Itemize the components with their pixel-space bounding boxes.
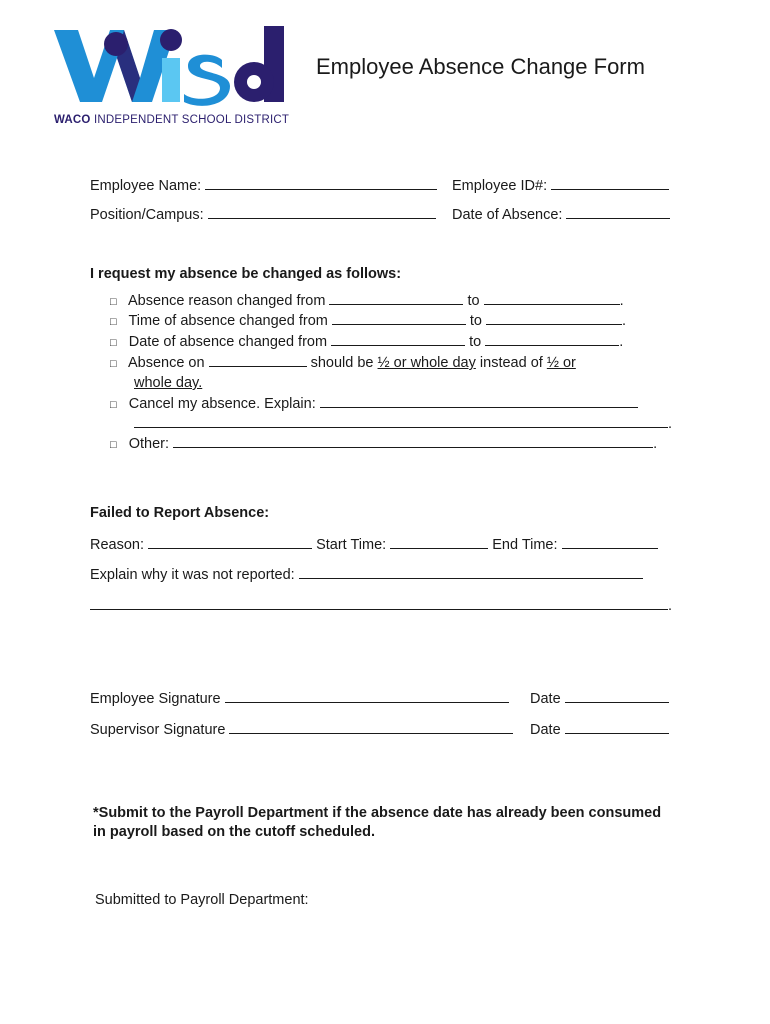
position-campus-blank[interactable] — [208, 206, 436, 219]
explain-blank-2[interactable] — [90, 597, 668, 610]
other-blank[interactable] — [173, 435, 653, 448]
employee-date-blank[interactable] — [565, 690, 669, 703]
reason-to-blank[interactable] — [484, 292, 620, 305]
form-title: Employee Absence Change Form — [316, 54, 645, 79]
option-other[interactable]: □ Other: . — [110, 436, 658, 452]
employee-name-field[interactable]: Employee Name: — [90, 177, 437, 194]
supervisor-date-blank[interactable] — [565, 721, 669, 734]
failed-heading: Failed to Report Absence: — [90, 505, 270, 521]
start-time-blank[interactable] — [390, 536, 488, 549]
wisd-logo — [54, 22, 290, 134]
time-to-blank[interactable] — [486, 312, 622, 325]
payroll-note-line2: in payroll based on the cutoff scheduled. — [93, 824, 375, 840]
cancel-explain-line2[interactable]: . — [134, 415, 672, 432]
explain-row[interactable]: Explain why it was not reported: — [90, 566, 643, 583]
end-time-blank[interactable] — [562, 536, 658, 549]
employee-signature-blank[interactable] — [225, 690, 509, 703]
supervisor-signature-row[interactable]: Supervisor Signature — [90, 721, 513, 738]
supervisor-signature-blank[interactable] — [229, 721, 513, 734]
option-reason[interactable]: □ Absence reason changed from to . — [110, 293, 624, 309]
explain-row-2[interactable]: . — [90, 597, 672, 614]
employee-name-blank[interactable] — [205, 177, 437, 190]
employee-id-field[interactable]: Employee ID#: — [452, 177, 669, 194]
whole-day-text: whole day. — [134, 375, 203, 391]
date-of-absence-blank[interactable] — [566, 206, 670, 219]
explain-blank[interactable] — [299, 566, 643, 579]
cancel-explain-blank-2[interactable] — [134, 415, 668, 428]
cancel-explain-blank[interactable] — [320, 395, 638, 408]
employee-signature-row[interactable]: Employee Signature — [90, 690, 509, 707]
request-heading: I request my absence be changed as follows: — [90, 266, 402, 282]
time-from-blank[interactable] — [332, 312, 466, 325]
date-of-absence-field[interactable]: Date of Absence: — [452, 206, 670, 223]
checkbox-icon[interactable]: □ — [110, 439, 117, 451]
checkbox-icon[interactable]: □ — [110, 337, 117, 349]
checkbox-icon[interactable]: □ — [110, 316, 117, 328]
failed-reason-blank[interactable] — [148, 536, 312, 549]
absence-on-blank[interactable] — [209, 354, 307, 367]
employee-id-blank[interactable] — [551, 177, 669, 190]
checkbox-icon[interactable]: □ — [110, 296, 117, 308]
position-campus-field[interactable]: Position/Campus: — [90, 206, 436, 223]
employee-date-row[interactable]: Date — [530, 690, 669, 707]
date-to-blank[interactable] — [485, 333, 619, 346]
option-time[interactable]: □ Time of absence changed from to . — [110, 313, 627, 329]
submitted-to-payroll: Submitted to Payroll Department: — [95, 892, 309, 908]
reason-from-blank[interactable] — [329, 292, 463, 305]
payroll-note-line1: *Submit to the Payroll Department if the absence date has already been consumed — [93, 805, 662, 821]
date-from-blank[interactable] — [331, 333, 465, 346]
option-half-whole[interactable]: □ Absence on should be ½ or whole day instead of ½ or — [110, 355, 576, 371]
supervisor-date-row[interactable]: Date — [530, 721, 669, 738]
checkbox-icon[interactable]: □ — [110, 358, 117, 370]
checkbox-icon[interactable]: □ — [110, 399, 117, 411]
option-cancel[interactable]: □ Cancel my absence. Explain: — [110, 395, 638, 412]
option-date[interactable]: □ Date of absence changed from to . — [110, 334, 624, 350]
district-name: WACO INDEPENDENT SCHOOL DISTRICT — [54, 114, 290, 126]
failed-row[interactable]: Reason: Start Time: End Time: — [90, 536, 658, 553]
